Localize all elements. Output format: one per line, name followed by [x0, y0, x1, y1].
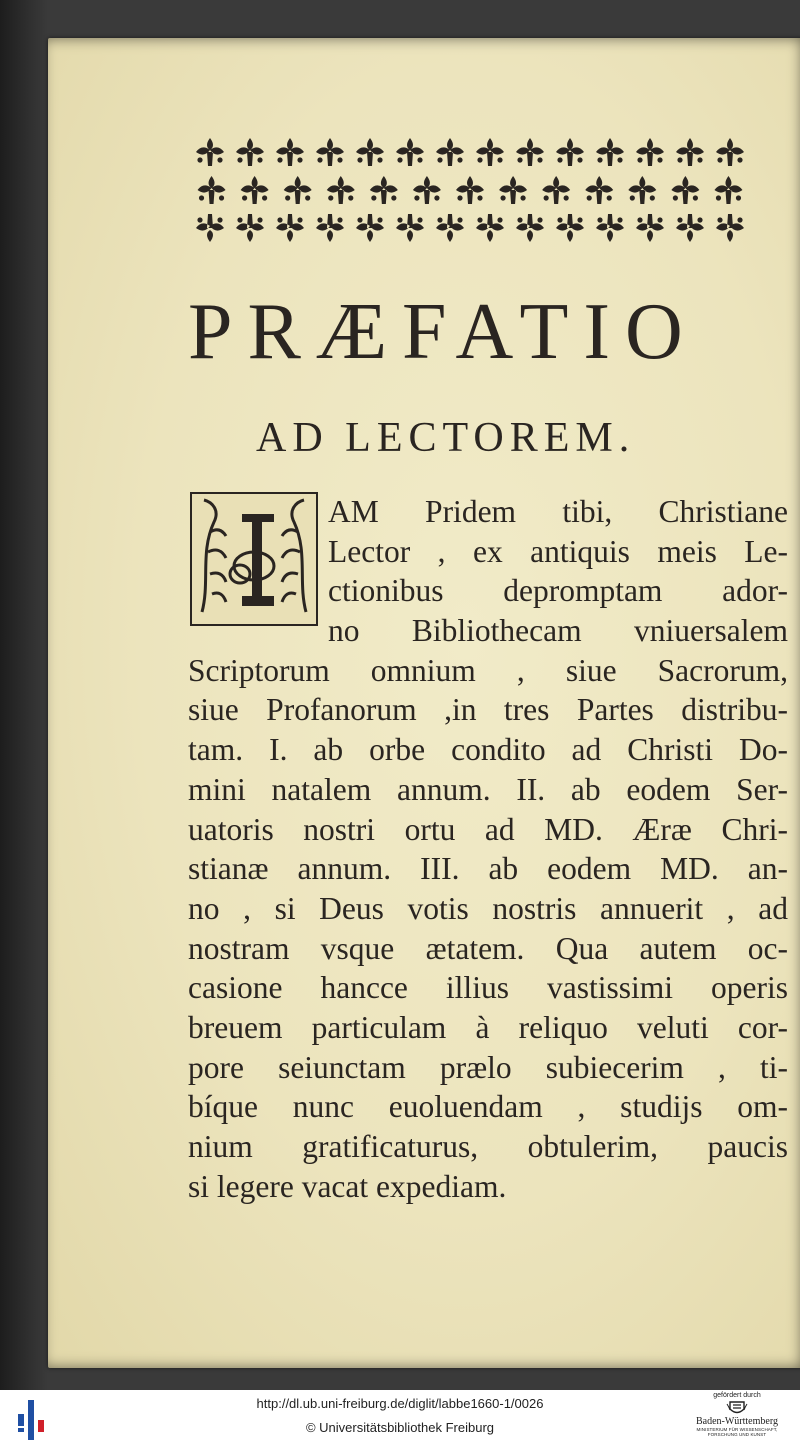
- fleuron-ornament: [396, 138, 424, 166]
- fleuron-ornament: [356, 214, 384, 242]
- fleuron-ornament: [436, 214, 464, 242]
- fleuron-ornament: [676, 214, 704, 242]
- text-line: bíque nunc euoluendam , studijs om-: [188, 1089, 788, 1125]
- text-line: AM Pridem tibi, Christiane: [328, 494, 788, 529]
- text-line: nostram vsque ætatem. Qua autem oc-: [188, 930, 788, 966]
- fleuron-ornament: [628, 176, 656, 204]
- fleuron-ornament: [556, 138, 584, 166]
- fleuron-ornament: [716, 214, 744, 242]
- fleuron-ornament: [284, 176, 312, 204]
- text-line: si legere vacat expediam.: [188, 1168, 507, 1204]
- fleuron-ornament: [396, 214, 424, 242]
- fleuron-ornament: [671, 176, 699, 204]
- fleuron-ornament: [585, 176, 613, 204]
- fleuron-ornament: [370, 176, 398, 204]
- text-line: no Bibliothecam vniuersalem: [328, 613, 788, 649]
- fleuron-ornament: [198, 176, 226, 204]
- sponsor-logo[interactable]: [682, 1392, 792, 1446]
- funded-by-label: gefördert durch: [713, 1392, 761, 1399]
- fleuron-ornament: [236, 138, 264, 166]
- book-page: [48, 38, 800, 1368]
- fleuron-ornament: [316, 214, 344, 242]
- fleuron-ornament: [413, 176, 441, 204]
- fleuron-ornament: [596, 138, 624, 166]
- fleuron-ornament: [716, 138, 744, 166]
- fleuron-ornament: [636, 138, 664, 166]
- permalink-url[interactable]: http://dl.ub.uni-freiburg.de/diglit/labbe1660-1/0026: [256, 1396, 544, 1411]
- fleuron-ornament: [714, 176, 742, 204]
- fleuron-ornament: [476, 214, 504, 242]
- fleuron-ornament: [542, 176, 570, 204]
- text-line: tam. I. ab orbe condito ad Christi Do-: [188, 732, 788, 768]
- fleuron-ornament: [456, 176, 484, 204]
- text-line: casione hancce illius vastissimi operis: [188, 970, 788, 1006]
- fleuron-ornament: [636, 214, 664, 242]
- copyright-notice: © Universitätsbibliothek Freiburg: [305, 1420, 495, 1435]
- fleuron-ornament: [316, 138, 344, 166]
- fleuron-ornament: [436, 138, 464, 166]
- fleuron-ornament: [236, 214, 264, 242]
- fleuron-ornament: [556, 214, 584, 242]
- text-line: siue Profanorum ,in tres Partes distribu-: [188, 692, 788, 728]
- sponsor-name: Baden-Württemberg: [695, 1416, 778, 1427]
- text-line: pore seiunctam prælo subiecerim , ti-: [188, 1049, 788, 1085]
- page-title: PRÆFATIO: [188, 288, 698, 376]
- text-line: nium gratificaturus, obtulerim, paucis: [188, 1129, 788, 1164]
- fleuron-ornament: [276, 138, 304, 166]
- text-line: no , si Deus votis nostris annuerit , ad: [188, 890, 788, 926]
- text-line: breuem particulam à reliquo veluti cor-: [188, 1009, 788, 1045]
- baden-wuerttemberg-crest-icon: [726, 1400, 748, 1416]
- fleuron-ornament: [516, 214, 544, 242]
- fleuron-ornament: [276, 214, 304, 242]
- text-line: Lector , ex antiquis meis Le-: [328, 533, 788, 569]
- page-subtitle: AD LECTOREM.: [256, 415, 636, 461]
- ornamental-header-band: [190, 130, 750, 252]
- text-line: uatoris nostri ortu ad MD. Æræ Chri-: [188, 811, 788, 847]
- fleuron-ornament: [241, 176, 269, 204]
- fleuron-ornament: [476, 138, 504, 166]
- fleuron-ornament: [196, 214, 224, 242]
- text-line: stianæ annum. III. ab eodem MD. an-: [188, 851, 788, 887]
- preface-text: [188, 492, 788, 1206]
- fleuron-ornament: [676, 138, 704, 166]
- text-line: ctionibus depromptam ador-: [328, 573, 788, 609]
- fleuron-ornament: [516, 138, 544, 166]
- fleuron-ornament: [196, 138, 224, 166]
- fleuron-ornament: [499, 176, 527, 204]
- fleuron-ornament: [356, 138, 384, 166]
- text-line: Scriptorum omnium , siue Sacrorum,: [188, 652, 788, 688]
- fleuron-ornament: [327, 176, 355, 204]
- text-line: mini natalem annum. II. ab eodem Ser-: [188, 771, 788, 807]
- fleuron-ornament: [596, 214, 624, 242]
- sponsor-ministry: MINISTERIUM FÜR WISSENSCHAFT, FORSCHUNG UND KUNST: [696, 1427, 778, 1437]
- viewer-footer: [0, 1390, 800, 1448]
